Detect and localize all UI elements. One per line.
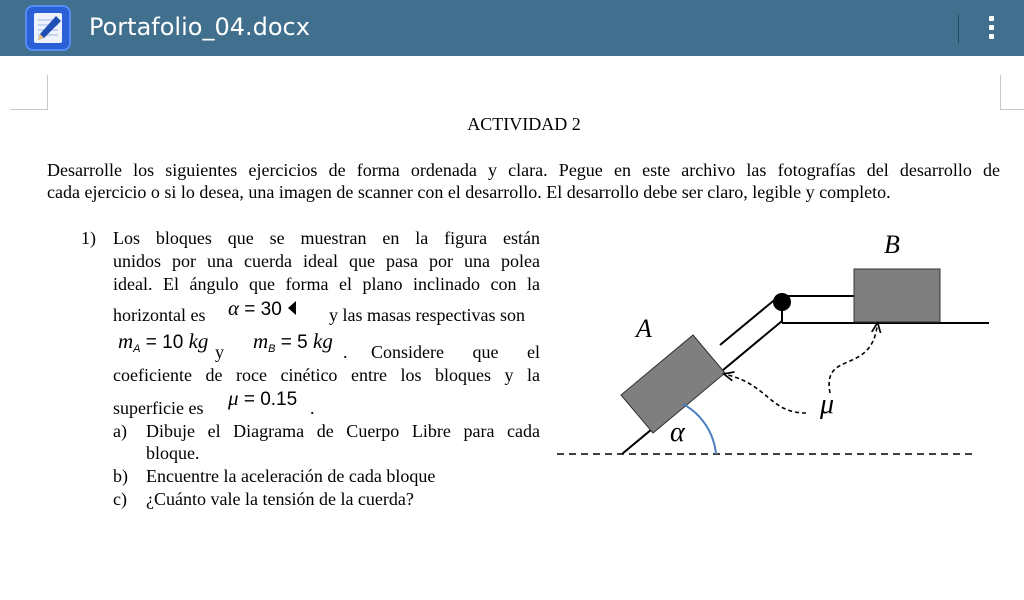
item-a-line-2: bloque.	[146, 443, 200, 463]
app-bar	[0, 0, 1024, 56]
mass-a-equation	[118, 329, 208, 355]
degree-marker-icon	[287, 300, 297, 316]
label-block-b: B	[884, 230, 900, 259]
page-margin-corner-right	[1000, 75, 1024, 110]
overflow-menu-icon[interactable]	[978, 12, 1004, 44]
mu-arrow-incline	[728, 375, 806, 413]
activity-heading: ACTIVIDAD 2	[467, 114, 581, 134]
alpha-value: = 30	[239, 299, 282, 320]
mass-b-unit: kg	[313, 329, 333, 353]
mu-equation	[228, 386, 297, 411]
mass-a-symbol: m	[118, 329, 134, 353]
intro-line-1: Desarrolle los siguientes ejercicios de forma ordenada y clara. Pegue en este archivo las fotografías del desarrollo de	[47, 160, 1000, 180]
item-b-label: b)	[113, 466, 128, 486]
angle-arc	[683, 404, 716, 454]
exercise-line-2: unidos por una cuerda ideal que pasa por una polea	[113, 251, 540, 271]
mass-b-value: = 5	[275, 332, 314, 353]
exercise-line-4-start: horizontal es	[113, 305, 206, 325]
exercise-line-6: coeficiente de roce cinético entre los bloques y la	[113, 365, 540, 385]
document-pen-icon[interactable]	[25, 5, 71, 51]
mass-a-subscript: A	[133, 343, 141, 355]
item-b-text: Encuentre la aceleración de cada bloque	[146, 466, 436, 486]
rope-incline	[720, 297, 778, 345]
exercise-number: 1)	[81, 228, 96, 248]
mass-b-subscript: B	[268, 343, 276, 355]
exercise-line-7-period: .	[310, 398, 315, 418]
alpha-equation	[228, 296, 297, 321]
item-a-line-1: Dibuje el Diagrama de Cuerpo Libre para cada	[146, 421, 540, 441]
block-b	[854, 269, 940, 322]
item-c-label: c)	[113, 489, 127, 509]
exercise-line-1: Los bloques que se muestran en la figura están	[113, 228, 540, 248]
mass-b-equation	[253, 329, 333, 355]
exercise-line-4-end: y las masas respectivas son	[329, 305, 525, 325]
toolbar-divider	[958, 15, 959, 43]
mu-arrow-horizontal	[829, 327, 877, 393]
label-mu: μ	[820, 389, 835, 420]
label-block-a: A	[636, 314, 652, 343]
mass-a-unit: kg	[188, 329, 209, 353]
exercise-line-7-start: superficie es	[113, 398, 204, 418]
conjunction-y: y	[215, 342, 224, 362]
mu-symbol: μ	[228, 386, 239, 410]
intro-line-2: cada ejercicio o si lo desea, una imagen de scanner con el desarrollo. El desarrollo debe ser claro, legible y completo.	[47, 182, 891, 202]
exercise-line-3: ideal. El ángulo que forma el plano inclinado con la	[113, 274, 540, 294]
label-alpha: α	[670, 417, 685, 448]
mass-b-symbol: m	[253, 329, 269, 353]
mu-value: = 0.15	[238, 389, 298, 410]
exercise-line-5-end: Considere que el	[371, 342, 540, 362]
item-c-text: ¿Cuánto vale la tensión de la cuerda?	[146, 489, 414, 509]
item-a-label: a)	[113, 421, 127, 441]
page-margin-corner-left	[10, 75, 48, 110]
mass-a-value: = 10	[140, 332, 189, 353]
document-title: Portafolio_04.docx	[89, 13, 310, 41]
pulley	[773, 293, 791, 311]
incline-pulley-figure	[550, 225, 995, 470]
alpha-symbol: α	[228, 296, 240, 320]
exercise-line-5-period: .	[343, 342, 348, 362]
